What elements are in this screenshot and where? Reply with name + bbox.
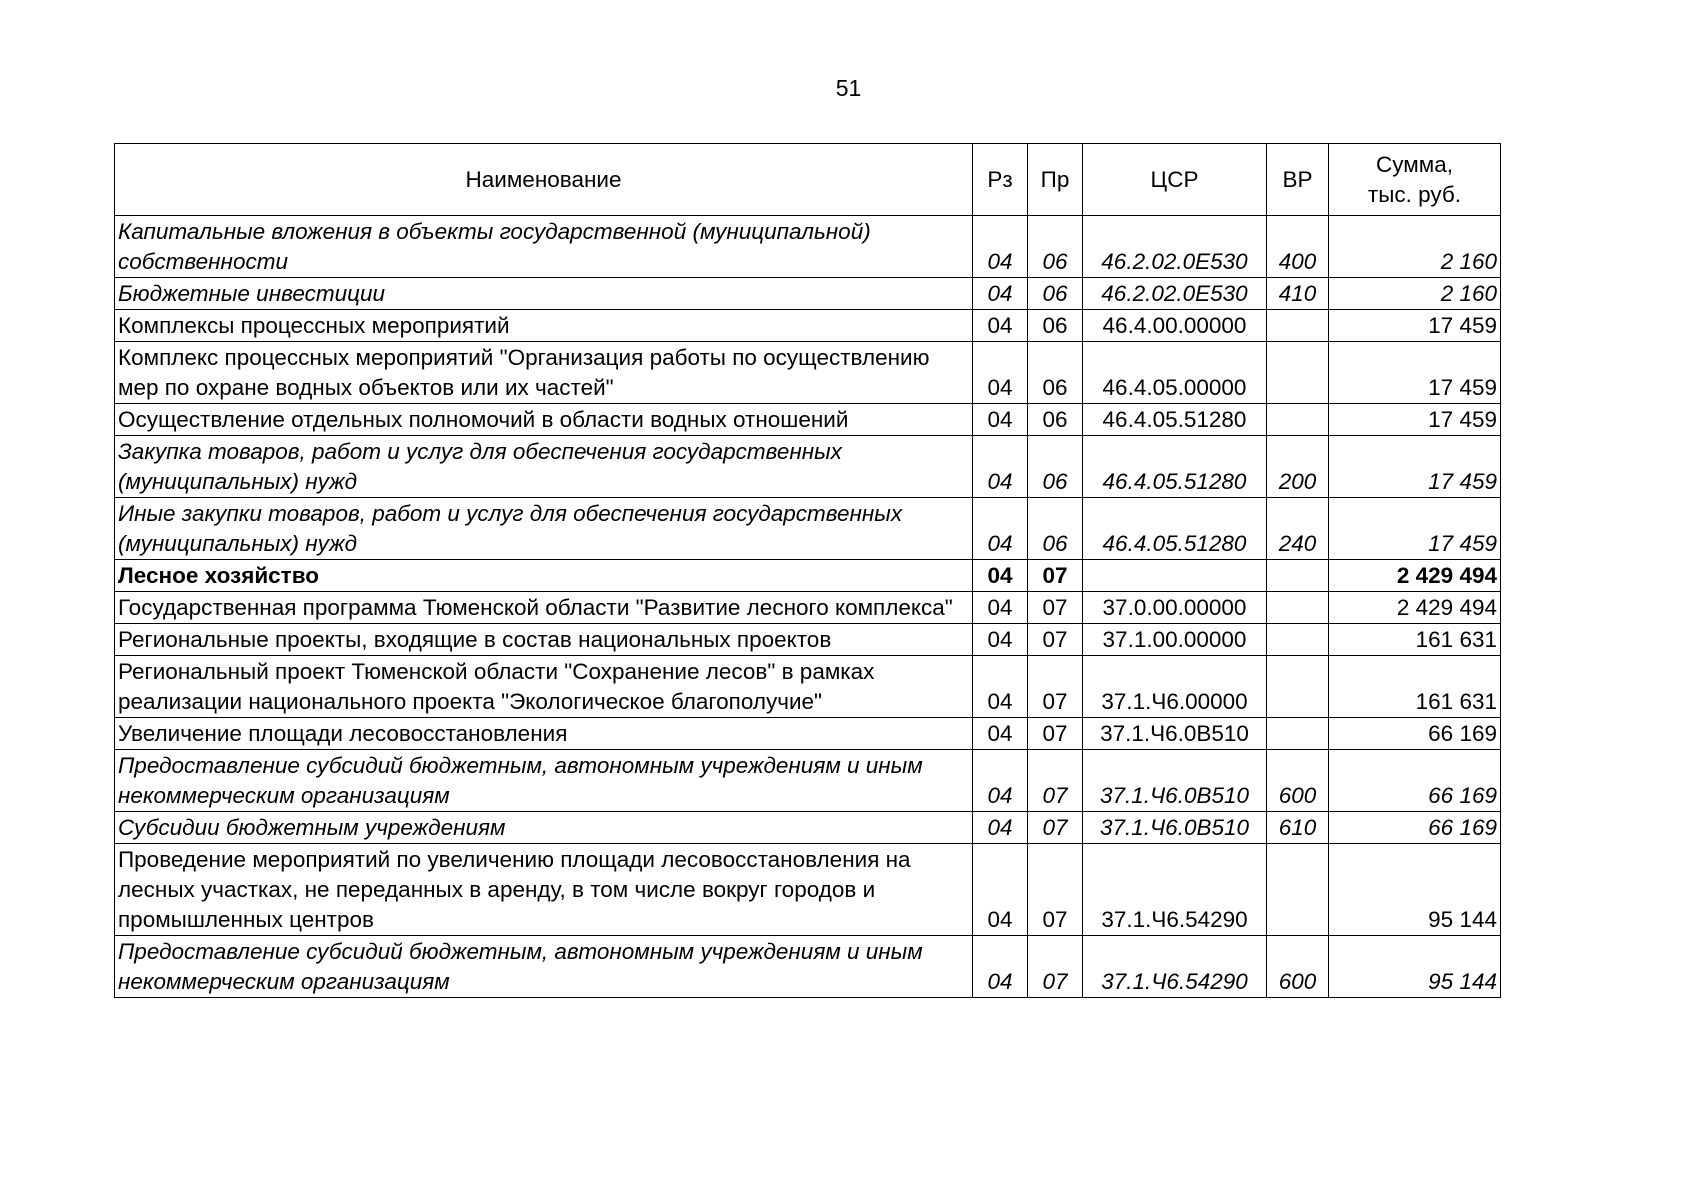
row-pr-cell: 06 xyxy=(1028,404,1083,436)
row-rz-cell: 04 xyxy=(973,278,1028,310)
row-vr-cell: 600 xyxy=(1267,750,1329,812)
row-name-cell: Предоставление субсидий бюджетным, автономным учреждениям и иным некоммерческим организациям xyxy=(115,936,973,998)
row-csr-cell: 46.4.05.51280 xyxy=(1083,436,1267,498)
row-vr-cell xyxy=(1267,404,1329,436)
row-name-cell: Капитальные вложения в объекты государственной (муниципальной) собственности xyxy=(115,216,973,278)
table-row xyxy=(115,624,1501,656)
row-pr-cell: 07 xyxy=(1028,936,1083,998)
budget-table xyxy=(114,143,1501,998)
row-pr-cell: 07 xyxy=(1028,656,1083,718)
header-csr: ЦСР xyxy=(1083,144,1267,216)
page-number: 51 xyxy=(835,75,862,101)
header-rz: Рз xyxy=(973,144,1028,216)
row-sum-cell: 66 169 xyxy=(1329,718,1501,750)
row-csr-cell: 46.2.02.0Е530 xyxy=(1083,278,1267,310)
row-name-cell: Предоставление субсидий бюджетным, автономным учреждениям и иным некоммерческим организациям xyxy=(115,750,973,812)
row-csr-cell: 46.4.05.51280 xyxy=(1083,498,1267,560)
row-vr-cell: 240 xyxy=(1267,498,1329,560)
row-pr-cell: 07 xyxy=(1028,812,1083,844)
row-csr-cell xyxy=(1083,560,1267,592)
row-name-cell: Региональные проекты, входящие в состав национальных проектов xyxy=(115,624,973,656)
table-row xyxy=(115,560,1501,592)
row-name-cell: Увеличение площади лесовосстановления xyxy=(115,718,973,750)
header-name: Наименование xyxy=(115,144,973,216)
row-name-cell: Осуществление отдельных полномочий в области водных отношений xyxy=(115,404,973,436)
table-row xyxy=(115,404,1501,436)
row-csr-cell: 46.2.02.0Е530 xyxy=(1083,216,1267,278)
header-pr: Пр xyxy=(1028,144,1083,216)
row-name-cell: Закупка товаров, работ и услуг для обеспечения государственных (муниципальных) нужд xyxy=(115,436,973,498)
row-sum-cell: 17 459 xyxy=(1329,498,1501,560)
row-sum-cell: 66 169 xyxy=(1329,750,1501,812)
row-sum-cell: 2 160 xyxy=(1329,216,1501,278)
row-pr-cell: 07 xyxy=(1028,624,1083,656)
row-rz-cell: 04 xyxy=(973,436,1028,498)
table-row xyxy=(115,936,1501,998)
row-csr-cell: 37.1.00.00000 xyxy=(1083,624,1267,656)
row-rz-cell: 04 xyxy=(973,750,1028,812)
row-vr-cell xyxy=(1267,310,1329,342)
table-row xyxy=(115,844,1501,936)
row-pr-cell: 06 xyxy=(1028,310,1083,342)
row-vr-cell xyxy=(1267,656,1329,718)
row-name-cell: Иные закупки товаров, работ и услуг для обеспечения государственных (муниципальных) нужд xyxy=(115,498,973,560)
table-row xyxy=(115,750,1501,812)
row-vr-cell xyxy=(1267,342,1329,404)
table-row xyxy=(115,436,1501,498)
row-rz-cell: 04 xyxy=(973,656,1028,718)
row-name-cell: Комплекс процессных мероприятий "Организация работы по осуществлению мер по охране водных объектов или их частей" xyxy=(115,342,973,404)
row-name-cell: Проведение мероприятий по увеличению площади лесовосстановления на лесных участках, не переданных в аренду, в том числе вокруг городов и промышленных центров xyxy=(115,844,973,936)
row-rz-cell: 04 xyxy=(973,592,1028,624)
row-rz-cell: 04 xyxy=(973,936,1028,998)
row-sum-cell: 17 459 xyxy=(1329,310,1501,342)
row-sum-cell: 95 144 xyxy=(1329,844,1501,936)
row-rz-cell: 04 xyxy=(973,844,1028,936)
table-row xyxy=(115,498,1501,560)
row-csr-cell: 37.1.Ч6.54290 xyxy=(1083,936,1267,998)
row-rz-cell: 04 xyxy=(973,498,1028,560)
table-row xyxy=(115,216,1501,278)
row-rz-cell: 04 xyxy=(973,310,1028,342)
row-vr-cell xyxy=(1267,592,1329,624)
row-sum-cell: 161 631 xyxy=(1329,624,1501,656)
table-row xyxy=(115,592,1501,624)
row-pr-cell: 06 xyxy=(1028,498,1083,560)
row-sum-cell: 17 459 xyxy=(1329,404,1501,436)
row-rz-cell: 04 xyxy=(973,404,1028,436)
table-header-row xyxy=(115,144,1501,216)
row-name-cell: Бюджетные инвестиции xyxy=(115,278,973,310)
row-csr-cell: 37.1.Ч6.0В510 xyxy=(1083,750,1267,812)
row-sum-cell: 17 459 xyxy=(1329,342,1501,404)
table-row xyxy=(115,812,1501,844)
row-pr-cell: 07 xyxy=(1028,844,1083,936)
row-vr-cell xyxy=(1267,624,1329,656)
row-rz-cell: 04 xyxy=(973,342,1028,404)
row-sum-cell: 66 169 xyxy=(1329,812,1501,844)
table-row xyxy=(115,656,1501,718)
row-csr-cell: 37.1.Ч6.0В510 xyxy=(1083,718,1267,750)
row-csr-cell: 37.1.Ч6.54290 xyxy=(1083,844,1267,936)
row-rz-cell: 04 xyxy=(973,812,1028,844)
row-vr-cell: 610 xyxy=(1267,812,1329,844)
table-body xyxy=(115,216,1501,998)
header-sum-line1: Сумма, xyxy=(1376,151,1453,177)
row-sum-cell: 95 144 xyxy=(1329,936,1501,998)
row-vr-cell: 200 xyxy=(1267,436,1329,498)
row-csr-cell: 46.4.05.51280 xyxy=(1083,404,1267,436)
row-sum-cell: 17 459 xyxy=(1329,436,1501,498)
row-csr-cell: 37.1.Ч6.0В510 xyxy=(1083,812,1267,844)
row-csr-cell: 37.0.00.00000 xyxy=(1083,592,1267,624)
row-csr-cell: 37.1.Ч6.00000 xyxy=(1083,656,1267,718)
row-vr-cell xyxy=(1267,718,1329,750)
row-csr-cell: 46.4.00.00000 xyxy=(1083,310,1267,342)
table-row xyxy=(115,310,1501,342)
row-vr-cell: 600 xyxy=(1267,936,1329,998)
row-rz-cell: 04 xyxy=(973,718,1028,750)
table-row xyxy=(115,342,1501,404)
row-rz-cell: 04 xyxy=(973,560,1028,592)
row-pr-cell: 06 xyxy=(1028,216,1083,278)
row-vr-cell: 410 xyxy=(1267,278,1329,310)
header-sum xyxy=(1329,144,1501,216)
header-vr: ВР xyxy=(1267,144,1329,216)
row-sum-cell: 161 631 xyxy=(1329,656,1501,718)
row-sum-cell: 2 429 494 xyxy=(1329,560,1501,592)
header-sum-line2: тыс. руб. xyxy=(1367,181,1462,207)
row-vr-cell: 400 xyxy=(1267,216,1329,278)
row-pr-cell: 07 xyxy=(1028,560,1083,592)
row-pr-cell: 07 xyxy=(1028,718,1083,750)
row-sum-cell: 2 429 494 xyxy=(1329,592,1501,624)
row-vr-cell xyxy=(1267,560,1329,592)
row-pr-cell: 06 xyxy=(1028,342,1083,404)
row-sum-cell: 2 160 xyxy=(1329,278,1501,310)
row-name-cell: Комплексы процессных мероприятий xyxy=(115,310,973,342)
table-row xyxy=(115,278,1501,310)
row-name-cell: Региональный проект Тюменской области "Сохранение лесов" в рамках реализации национального проекта "Экологическое благополучие" xyxy=(115,656,973,718)
row-pr-cell: 07 xyxy=(1028,592,1083,624)
row-name-cell: Субсидии бюджетным учреждениям xyxy=(115,812,973,844)
row-rz-cell: 04 xyxy=(973,624,1028,656)
row-pr-cell: 06 xyxy=(1028,436,1083,498)
row-name-cell: Государственная программа Тюменской области "Развитие лесного комплекса" xyxy=(115,592,973,624)
row-pr-cell: 06 xyxy=(1028,278,1083,310)
row-pr-cell: 07 xyxy=(1028,750,1083,812)
row-csr-cell: 46.4.05.00000 xyxy=(1083,342,1267,404)
table-row xyxy=(115,718,1501,750)
row-name-cell: Лесное хозяйство xyxy=(115,560,973,592)
row-vr-cell xyxy=(1267,844,1329,936)
row-rz-cell: 04 xyxy=(973,216,1028,278)
